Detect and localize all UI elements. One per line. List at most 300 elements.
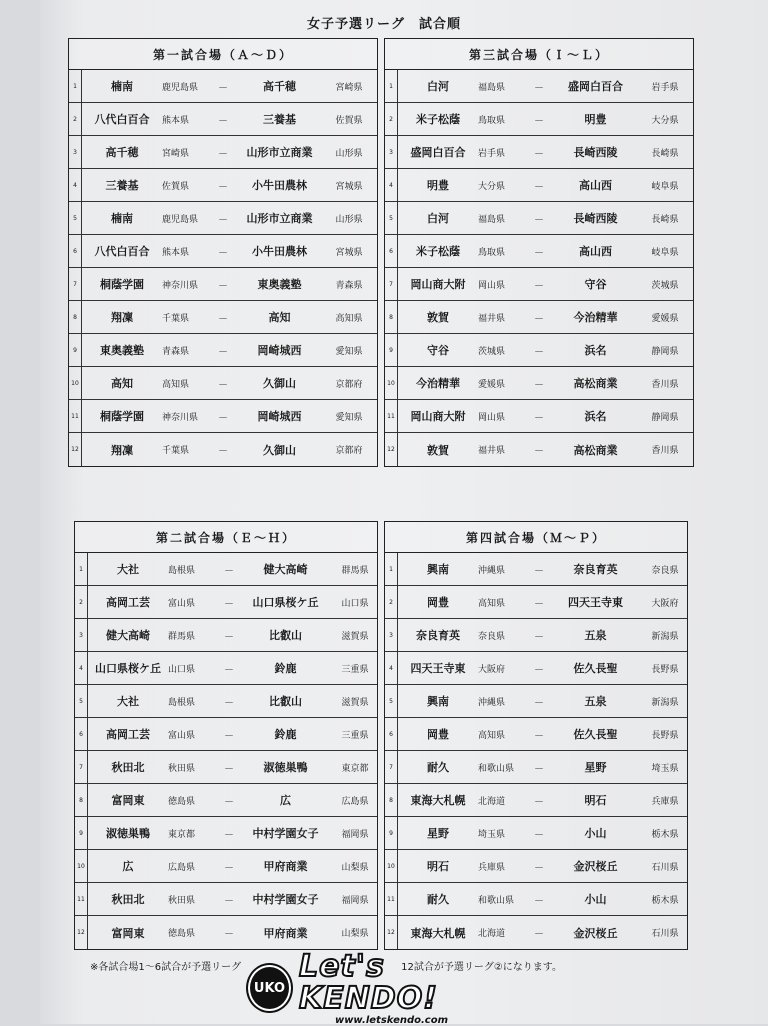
court-4-block: [384, 521, 688, 950]
team1-name: 岡豊: [427, 596, 449, 609]
team2-prefecture: 青森県: [335, 280, 363, 291]
team2-prefecture: 高知県: [335, 313, 363, 324]
team2-name: 東奥義塾: [257, 278, 302, 291]
court-1-block: [68, 38, 378, 467]
team1-prefecture: 愛媛県: [478, 379, 506, 390]
court-3-block: [384, 38, 694, 467]
team1-name: 米子松蔭: [416, 113, 460, 126]
footnote-text: ※各試合場1～6試合が予選リーグ: [90, 962, 242, 973]
match-row: [385, 268, 693, 301]
match-row: [69, 169, 377, 202]
team2-prefecture: 滋賀県: [341, 697, 369, 708]
team2-prefecture: 静岡県: [651, 412, 679, 423]
match-row: [75, 916, 377, 949]
match-number: 3: [75, 619, 88, 651]
team1-name: 桐蔭学園: [100, 278, 144, 291]
team1-prefecture: 和歌山県: [478, 895, 515, 906]
match-row: [75, 619, 377, 652]
versus-dash: －: [224, 565, 234, 577]
court-2-block: [74, 521, 378, 950]
match-number: 9: [385, 334, 398, 366]
court-4-header: 第四試合場（Ｍ～Ｐ）: [384, 521, 688, 552]
match-number: 10: [385, 367, 398, 399]
team2-name: 佐久長聖: [573, 662, 618, 675]
team2-prefecture: 福岡県: [341, 829, 369, 840]
team1-prefecture: 神奈川県: [162, 412, 199, 423]
match-number: 12: [75, 916, 88, 949]
team1-prefecture: 福井県: [478, 313, 506, 324]
team2-prefecture: 長崎県: [651, 148, 679, 159]
team1-prefecture: 高知県: [478, 730, 506, 741]
match-row: [385, 784, 687, 817]
team1-name: 今治精華: [416, 377, 460, 390]
team1-prefecture: 高知県: [162, 379, 190, 390]
team1-prefecture: 福島県: [478, 82, 506, 93]
match-number: 7: [385, 268, 398, 300]
match-row: [385, 916, 687, 949]
team1-prefecture: 群馬県: [168, 631, 196, 642]
match-number: 7: [69, 268, 82, 300]
versus-dash: －: [534, 82, 544, 94]
versus-dash: －: [224, 730, 234, 742]
match-row: [385, 883, 687, 916]
team1-name: 明豊: [427, 179, 449, 192]
court-1-rows: [68, 69, 378, 467]
match-row: [69, 70, 377, 103]
team1-prefecture: 山口県: [168, 664, 196, 675]
team1-name: 岡豊: [427, 728, 449, 741]
versus-dash: －: [534, 598, 544, 610]
versus-dash: －: [218, 280, 228, 292]
match-number: 10: [69, 367, 82, 399]
match-row: [385, 652, 687, 685]
team2-prefecture: 三重県: [341, 664, 369, 675]
team1-prefecture: 福井県: [478, 446, 506, 456]
versus-dash: －: [534, 346, 544, 358]
match-number: 3: [69, 136, 82, 168]
team2-name: 中村学園女子: [252, 827, 319, 840]
team2-name: 長崎西陵: [573, 146, 618, 159]
team2-name: 健大高崎: [263, 563, 308, 576]
team2-name: 浜名: [584, 344, 607, 357]
team1-prefecture: 大分県: [478, 181, 506, 192]
match-number: 1: [385, 70, 398, 102]
versus-dash: －: [534, 280, 544, 292]
team1-name: 耐久: [427, 761, 449, 774]
match-row: [385, 334, 693, 367]
versus-dash: －: [534, 313, 544, 325]
match-number: 6: [385, 718, 398, 750]
match-row: [385, 70, 693, 103]
team2-prefecture: 岐阜県: [651, 247, 679, 258]
team2-name: 高松商業: [573, 377, 618, 390]
match-number: 4: [69, 169, 82, 201]
team1-prefecture: 徳島県: [168, 796, 196, 807]
versus-dash: －: [224, 763, 234, 775]
team2-name: 小牛田農林: [252, 245, 307, 258]
versus-dash: －: [534, 565, 544, 577]
versus-dash: －: [218, 148, 228, 160]
team1-prefecture: 熊本県: [162, 115, 190, 126]
match-number: 8: [69, 301, 82, 333]
team1-prefecture: 岩手県: [478, 148, 506, 159]
match-number: 11: [385, 883, 398, 915]
match-row: [75, 784, 377, 817]
team2-prefecture: 大阪府: [651, 598, 679, 609]
match-number: 10: [75, 850, 88, 882]
team2-name: 淑徳巣鴨: [263, 761, 308, 774]
match-row: [69, 367, 377, 400]
team1-prefecture: 福島県: [478, 214, 506, 225]
team1-name: 明石: [427, 860, 449, 873]
match-row: [69, 268, 377, 301]
team2-name: 長崎西陵: [573, 212, 618, 225]
match-row: [385, 685, 687, 718]
versus-dash: －: [534, 631, 544, 643]
court-1-header: 第一試合場（Ａ～Ｄ）: [68, 38, 378, 69]
team2-name: 中村学園女子: [252, 893, 319, 906]
team2-prefecture: 石川県: [651, 929, 679, 939]
team2-name: 四天王寺東: [568, 596, 623, 609]
team1-name: 高岡工芸: [106, 728, 150, 741]
team1-prefecture: 沖縄県: [478, 565, 506, 576]
versus-dash: －: [534, 829, 544, 841]
match-number: 5: [385, 202, 398, 234]
team1-name: 富岡東: [111, 926, 145, 940]
team1-prefecture: 北海道: [478, 796, 506, 807]
logo-url: www.letskendo.com: [334, 1014, 449, 1026]
team2-name: 高千穂: [263, 80, 296, 93]
match-number: 5: [385, 685, 398, 717]
team2-prefecture: 群馬県: [341, 565, 369, 576]
team1-prefecture: 茨城県: [478, 346, 506, 357]
team1-name: 岡山商大附: [410, 410, 466, 423]
versus-dash: －: [224, 598, 234, 610]
match-row: [385, 136, 693, 169]
versus-dash: －: [218, 214, 228, 226]
team1-prefecture: 奈良県: [478, 631, 506, 642]
team1-name: 奈良育英: [416, 629, 460, 642]
team2-prefecture: 新潟県: [651, 631, 679, 642]
match-number: 11: [69, 400, 82, 432]
team2-prefecture: 長崎県: [651, 214, 679, 225]
team2-prefecture: 兵庫県: [651, 796, 679, 807]
team1-name: 富岡東: [111, 794, 145, 807]
match-row: [385, 367, 693, 400]
match-number: 4: [75, 652, 88, 684]
uko-badge-icon: UKO: [248, 965, 291, 1011]
team1-prefecture: 秋田県: [168, 895, 196, 906]
team2-prefecture: 石川県: [651, 862, 679, 873]
team2-prefecture: 長野県: [651, 664, 679, 675]
team1-name: 楠南: [111, 80, 133, 93]
match-row: [385, 586, 687, 619]
team2-name: 比叡山: [269, 629, 302, 642]
team1-name: 高知: [111, 377, 133, 390]
team2-name: 山形市立商業: [246, 212, 313, 225]
versus-dash: －: [534, 697, 544, 709]
team2-name: 比叡山: [269, 695, 302, 708]
team2-prefecture: 岩手県: [651, 82, 679, 93]
team2-name: 岡崎城西: [257, 410, 302, 423]
team2-prefecture: 宮崎県: [335, 82, 363, 93]
match-number: 9: [75, 817, 88, 849]
team2-name: 浜名: [584, 410, 607, 423]
versus-dash: －: [224, 895, 234, 907]
team2-name: 甲府商業: [263, 860, 308, 873]
match-row: [385, 619, 687, 652]
team1-name: 東海大札幌: [410, 794, 466, 807]
team1-prefecture: 鹿児島県: [162, 214, 199, 225]
team2-prefecture: 東京都: [341, 763, 369, 774]
footnote-tail: 12試合が予選リーグ②になります。: [401, 962, 562, 973]
match-number: 7: [385, 751, 398, 783]
team2-prefecture: 広島県: [341, 796, 369, 807]
match-row: [75, 883, 377, 916]
team1-name: 広: [122, 860, 134, 873]
match-number: 8: [385, 301, 398, 333]
match-row: [75, 586, 377, 619]
versus-dash: －: [218, 346, 228, 358]
team1-prefecture: 和歌山県: [478, 763, 515, 774]
versus-dash: －: [534, 763, 544, 775]
match-row: [75, 850, 377, 883]
team1-prefecture: 熊本県: [162, 247, 190, 258]
team1-name: 米子松蔭: [416, 245, 460, 258]
team1-prefecture: 千葉県: [162, 313, 190, 324]
match-number: 4: [385, 169, 398, 201]
team2-name: 三養基: [263, 113, 296, 126]
team2-prefecture: 栃木県: [651, 829, 679, 840]
team1-name: 岡山商大附: [410, 278, 466, 291]
versus-dash: －: [224, 697, 234, 709]
team1-name: 星野: [427, 827, 449, 840]
team2-prefecture: 山梨県: [341, 929, 369, 939]
team1-name: 四天王寺東: [410, 662, 466, 675]
match-number: 3: [385, 136, 398, 168]
match-row: [75, 751, 377, 784]
team2-prefecture: 滋賀県: [341, 631, 369, 642]
team2-prefecture: 岐阜県: [651, 181, 679, 192]
team1-name: 守谷: [427, 344, 449, 357]
court-3-rows: [384, 69, 694, 467]
versus-dash: －: [218, 446, 228, 457]
match-number: 8: [75, 784, 88, 816]
match-number: 5: [75, 685, 88, 717]
match-row: [385, 751, 687, 784]
team1-name: 大社: [117, 695, 139, 708]
versus-dash: －: [218, 247, 228, 259]
match-number: 3: [385, 619, 398, 651]
team1-name: 東奥義塾: [100, 344, 144, 357]
match-row: [385, 301, 693, 334]
team1-name: 健大高崎: [106, 629, 150, 642]
versus-dash: －: [534, 446, 544, 457]
team1-prefecture: 高知県: [478, 598, 506, 609]
match-number: 2: [385, 103, 398, 135]
team2-name: 山形市立商業: [246, 146, 313, 159]
team2-name: 小山: [584, 827, 607, 840]
match-row: [69, 301, 377, 334]
versus-dash: －: [224, 862, 234, 874]
team2-name: 高知: [268, 311, 291, 324]
team1-name: 耐久: [427, 893, 449, 906]
team2-name: 久御山: [263, 443, 296, 457]
team1-name: 八代白百合: [94, 113, 150, 126]
team2-name: 岡崎城西: [257, 344, 302, 357]
team2-prefecture: 静岡県: [651, 346, 679, 357]
versus-dash: －: [534, 148, 544, 160]
team2-name: 小山: [584, 893, 607, 906]
match-row: [75, 817, 377, 850]
team1-prefecture: 富山県: [168, 730, 196, 741]
team2-name: 星野: [584, 761, 607, 774]
match-row: [75, 718, 377, 751]
logo-wordmark: Let's KENDO!: [298, 948, 438, 1016]
match-row: [385, 850, 687, 883]
team2-prefecture: 宮城県: [335, 181, 363, 192]
team2-name: 広: [280, 794, 291, 807]
versus-dash: －: [218, 412, 228, 424]
versus-dash: －: [534, 895, 544, 907]
team1-name: 白河: [427, 80, 449, 93]
team1-name: 白河: [427, 212, 449, 225]
team1-name: 盛岡白百合: [410, 146, 466, 159]
team1-prefecture: 神奈川県: [162, 280, 199, 291]
court-4-rows: [384, 552, 688, 950]
team2-name: 明豊: [584, 113, 607, 126]
team1-prefecture: 宮崎県: [162, 148, 190, 159]
match-number: 9: [69, 334, 82, 366]
match-row: [385, 235, 693, 268]
versus-dash: －: [534, 862, 544, 874]
match-row: [385, 169, 693, 202]
match-number: 6: [69, 235, 82, 267]
team1-prefecture: 鳥取県: [478, 247, 506, 258]
team2-prefecture: 埼玉県: [651, 763, 679, 774]
team2-name: 山口県桜ケ丘: [252, 596, 319, 609]
team1-name: 桐蔭学園: [100, 410, 144, 423]
team2-prefecture: 京都府: [335, 446, 363, 456]
match-row: [385, 718, 687, 751]
team2-prefecture: 新潟県: [651, 697, 679, 708]
team2-name: 小牛田農林: [252, 179, 307, 192]
team1-prefecture: 沖縄県: [478, 697, 506, 708]
team1-prefecture: 秋田県: [168, 763, 196, 774]
team2-name: 高山西: [579, 179, 612, 192]
court-2-rows: [74, 552, 378, 950]
team1-name: 高岡工芸: [106, 596, 150, 609]
match-number: 12: [385, 916, 398, 949]
team2-prefecture: 愛知県: [335, 346, 363, 357]
versus-dash: －: [534, 214, 544, 226]
team2-prefecture: 山形県: [335, 214, 363, 225]
team2-name: 盛岡白百合: [568, 80, 623, 93]
match-row: [69, 334, 377, 367]
team2-name: 鈴鹿: [274, 728, 297, 741]
team1-prefecture: 広島県: [168, 862, 196, 873]
team2-name: 奈良育英: [573, 563, 618, 576]
match-number: 1: [69, 70, 82, 102]
court-3-header: 第三試合場（Ｉ～Ｌ）: [384, 38, 694, 69]
match-row: [75, 685, 377, 718]
team2-prefecture: 大分県: [651, 115, 679, 126]
match-number: 7: [75, 751, 88, 783]
team2-name: 鈴鹿: [274, 662, 297, 675]
versus-dash: －: [534, 247, 544, 259]
team1-name: 八代白百合: [94, 245, 150, 258]
team1-name: 楠南: [111, 212, 133, 225]
team1-name: 東海大札幌: [410, 926, 466, 940]
match-number: 12: [69, 433, 82, 466]
team1-prefecture: 佐賀県: [162, 181, 190, 192]
team1-name: 興南: [427, 563, 449, 576]
team1-name: 秋田北: [111, 893, 145, 906]
match-row: [75, 652, 377, 685]
team1-name: 秋田北: [111, 761, 145, 774]
team2-prefecture: 茨城県: [651, 280, 679, 291]
team1-prefecture: 富山県: [168, 598, 196, 609]
team1-prefecture: 青森県: [162, 346, 190, 357]
team1-name: 山口県桜ケ丘: [95, 662, 161, 675]
match-row: [385, 103, 693, 136]
versus-dash: －: [534, 181, 544, 193]
versus-dash: －: [218, 181, 228, 193]
team2-prefecture: 京都府: [335, 379, 363, 390]
team2-prefecture: 香川県: [651, 379, 679, 390]
team1-prefecture: 鹿児島県: [162, 82, 199, 93]
match-row: [385, 817, 687, 850]
versus-dash: －: [534, 664, 544, 676]
team2-prefecture: 山梨県: [341, 862, 369, 873]
team1-prefecture: 埼玉県: [478, 829, 506, 840]
team2-name: 高松商業: [573, 443, 618, 457]
team2-prefecture: 愛知県: [335, 412, 363, 423]
versus-dash: －: [534, 412, 544, 424]
match-row: [69, 136, 377, 169]
team1-prefecture: 千葉県: [162, 446, 190, 456]
match-number: 6: [75, 718, 88, 750]
team1-prefecture: 兵庫県: [478, 862, 506, 873]
match-number: 2: [385, 586, 398, 618]
team2-name: 佐久長聖: [573, 728, 618, 741]
team2-prefecture: 三重県: [341, 730, 369, 741]
match-row: [69, 400, 377, 433]
match-number: 8: [385, 784, 398, 816]
team2-prefecture: 奈良県: [651, 565, 679, 576]
versus-dash: －: [224, 664, 234, 676]
match-number: 11: [75, 883, 88, 915]
team1-prefecture: 島根県: [168, 565, 196, 576]
versus-dash: －: [218, 313, 228, 325]
team2-prefecture: 山口県: [341, 598, 369, 609]
match-number: 4: [385, 652, 398, 684]
team1-name: 敦賀: [427, 443, 449, 457]
team1-name: 翔凜: [111, 443, 133, 457]
team1-prefecture: 大阪府: [478, 664, 506, 675]
match-number: 11: [385, 400, 398, 432]
match-row: [69, 235, 377, 268]
match-number: 9: [385, 817, 398, 849]
team2-prefecture: 佐賀県: [335, 115, 363, 126]
team1-prefecture: 鳥取県: [478, 115, 506, 126]
versus-dash: －: [534, 929, 544, 940]
team2-name: 五泉: [584, 695, 607, 708]
team1-prefecture: 島根県: [168, 697, 196, 708]
match-number: 12: [385, 433, 398, 466]
match-row: [385, 433, 693, 466]
team2-prefecture: 福岡県: [341, 895, 369, 906]
